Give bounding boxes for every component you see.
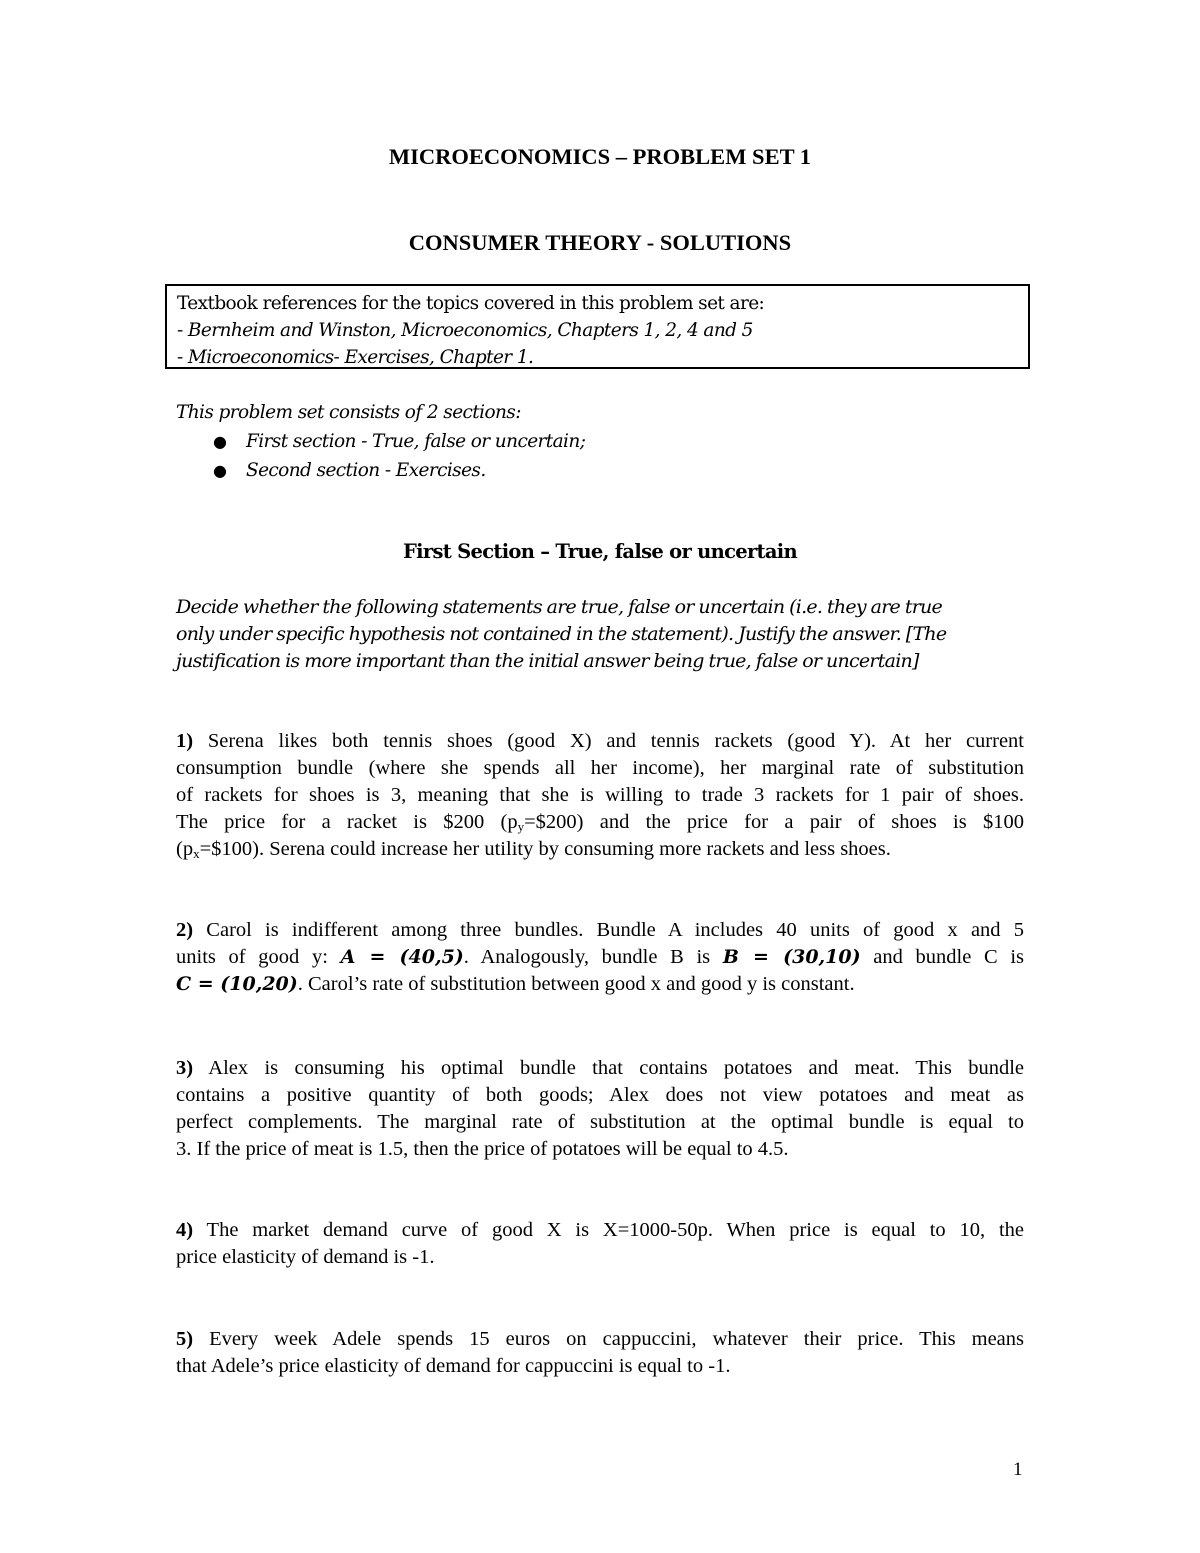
section-instructions bbox=[176, 594, 1026, 675]
document-title: MICROECONOMICS – PROBLEM SET 1 bbox=[388, 144, 812, 169]
bundle-c-formula: C = (10,20) bbox=[176, 973, 298, 995]
question-number: 4) bbox=[176, 1219, 194, 1241]
instructions-line: justification is more important than the initial answer being true, false or uncertain] bbox=[176, 650, 919, 672]
instructions-line: only under specific hypothesis not contained in the statement). Justify the answer. [The bbox=[176, 623, 947, 645]
overview-bullet-list bbox=[176, 427, 585, 485]
bullet-dot-icon: ● bbox=[213, 461, 227, 480]
references-intro: Textbook references for the topics covered in this problem set are: bbox=[177, 293, 765, 314]
question-5: 5) Every week Adele spends 15 euros on cappuccini, whatever their price. This means that Adele’s price elasticity of demand for cappuccini is equal to -1. bbox=[176, 1328, 1024, 1377]
instructions-line: Decide whether the following statements are true, false or uncertain (i.e. they are true bbox=[176, 596, 943, 618]
question-3: 3) Alex is consuming his optimal bundle that contains potatoes and meat. This bundle contains a positive quantity of both goods; Alex does not view potatoes and meat as perfect complements. The marginal rate of substitution at the optimal bundle is equal to 3. If the price of meat is 1.5, then the price of potatoes will be equal to 4.5. bbox=[176, 1057, 1024, 1160]
textbook-references-box bbox=[165, 284, 1030, 369]
question-number: 2) bbox=[176, 919, 194, 941]
overview-bullet: ● First section - True, false or uncertain; bbox=[176, 427, 585, 456]
bundle-b-formula: B = (30,10) bbox=[722, 946, 861, 968]
reference-item: - Microeconomics- Exercises, Chapter 1. bbox=[177, 347, 534, 368]
question-1: 1) Serena likes both tennis shoes (good X) and tennis rackets (good Y). At her current consumption bundle (where she spends all her income), her marginal rate of substitution of rackets for shoes is 3, meaning that she is willing to trade 3 rackets for 1 pair of shoes. The price for a racket is $200 $(p_y=\$200)$ and the price for a pair of shoes is $100 $(p_x=\$100)$. Serena could increase her utility by consuming more rackets and less shoes. bbox=[176, 730, 1025, 861]
bundle-a-formula: A = (40,5) bbox=[340, 946, 464, 968]
question-number: 3) bbox=[176, 1057, 194, 1079]
section-heading: First Section – True, false or uncertain bbox=[403, 540, 797, 563]
overview-intro: This problem set consists of 2 sections: bbox=[176, 402, 521, 423]
reference-item: - Bernheim and Winston, Microeconomics, Chapters 1, 2, 4 and 5 bbox=[177, 320, 753, 341]
bullet-dot-icon: ● bbox=[213, 432, 227, 451]
question-number: 5) bbox=[176, 1328, 194, 1350]
question-number: 1) bbox=[176, 730, 194, 752]
overview-bullet: ● Second section - Exercises. bbox=[176, 456, 585, 485]
document-subtitle: CONSUMER THEORY - SOLUTIONS bbox=[408, 230, 792, 255]
question-2: 2) Carol is indifferent among three bundles. Bundle A includes 40 units of good x and 5 units of good y: A = (40,5). Analogously, bundle B is B = (30,10) and bundle C is C = (10,20). Carol’s rate of substitution between good x and good y is constant. bbox=[176, 919, 1025, 995]
page-number: 1 bbox=[1013, 1459, 1023, 1480]
question-4: 4) The market demand curve of good X is X=1000-50p. When price is equal to 10, the price elasticity of demand is -1. bbox=[176, 1219, 1024, 1268]
